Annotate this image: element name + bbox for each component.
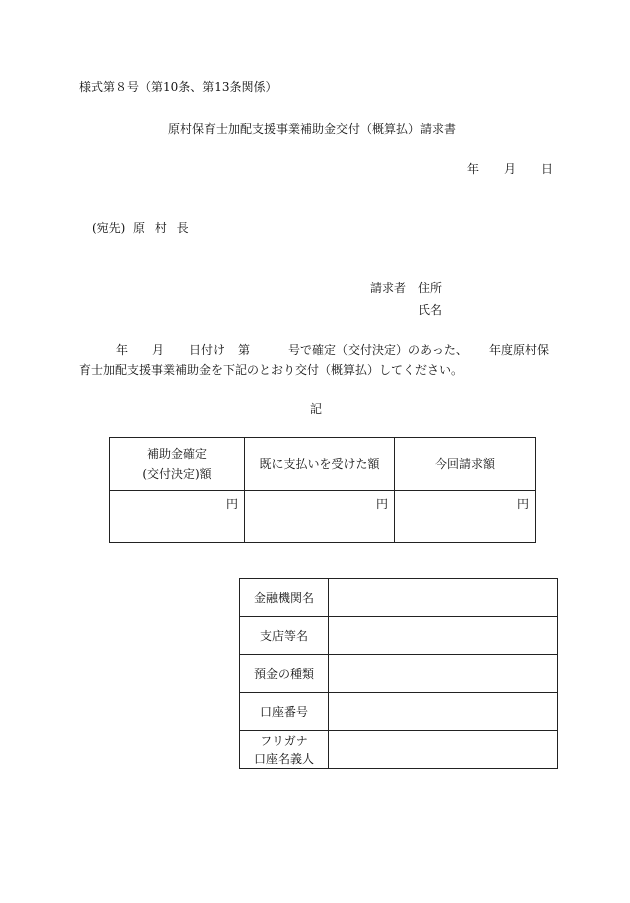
body-line1-text: 号で確定（交付決定）のあった、 <box>288 343 468 357</box>
name-label: 氏名 <box>418 303 443 317</box>
already-paid-cell[interactable] <box>245 491 395 543</box>
body-month: 月 <box>152 343 165 357</box>
yen-unit: 円 <box>375 497 388 511</box>
branch-name-field[interactable] <box>329 617 558 655</box>
date-year: 年 <box>467 162 480 176</box>
addressee-name: 原 村 長 <box>133 221 192 235</box>
address-label: 住所 <box>418 281 443 295</box>
body-year: 年 <box>116 343 129 357</box>
header-already-paid: 既に支払いを受けた額 <box>245 438 395 491</box>
account-number-field[interactable] <box>329 693 558 731</box>
header-confirmed-amount <box>110 438 245 491</box>
yen-unit: 円 <box>516 497 529 511</box>
account-holder-field[interactable] <box>329 731 558 769</box>
confirmed-amount-cell[interactable] <box>110 491 245 543</box>
note-heading: 記 <box>310 402 323 416</box>
amount-table <box>109 437 536 543</box>
body-dated: 日付け <box>189 343 226 357</box>
yen-unit: 円 <box>225 497 238 511</box>
account-holder-name-label: 口座名義人 <box>253 751 314 766</box>
body-fiscal-year: 年度原村保 <box>489 343 550 357</box>
branch-name-label: 支店等名 <box>240 617 329 655</box>
account-holder-label <box>240 731 329 769</box>
header-confirmed-line2: (交付決定)額 <box>142 467 212 481</box>
addressee-prefix: (宛先) <box>92 221 126 235</box>
bank-name-field[interactable] <box>329 579 558 617</box>
header-confirmed-line1: 補助金確定 <box>146 447 207 461</box>
body-line2-text: 育士加配支援事業補助金を下記のとおり交付（概算払）してください。 <box>79 363 464 377</box>
date-day: 日 <box>541 162 554 176</box>
form-number: 様式第８号（第10条、第13条関係） <box>79 80 278 94</box>
date-month: 月 <box>504 162 517 176</box>
body-number-prefix: 第 <box>238 343 251 357</box>
furigana-label: フリガナ <box>260 733 308 748</box>
header-current-request: 今回請求額 <box>395 438 536 491</box>
document-title: 原村保育士加配支援事業補助金交付（概算払）請求書 <box>168 122 457 136</box>
bank-name-label: 金融機関名 <box>240 579 329 617</box>
deposit-type-label: 預金の種類 <box>240 655 329 693</box>
bank-table <box>239 578 558 769</box>
current-request-cell[interactable] <box>395 491 536 543</box>
account-number-label: 口座番号 <box>240 693 329 731</box>
deposit-type-field[interactable] <box>329 655 558 693</box>
requester-label: 請求者 <box>370 281 407 295</box>
